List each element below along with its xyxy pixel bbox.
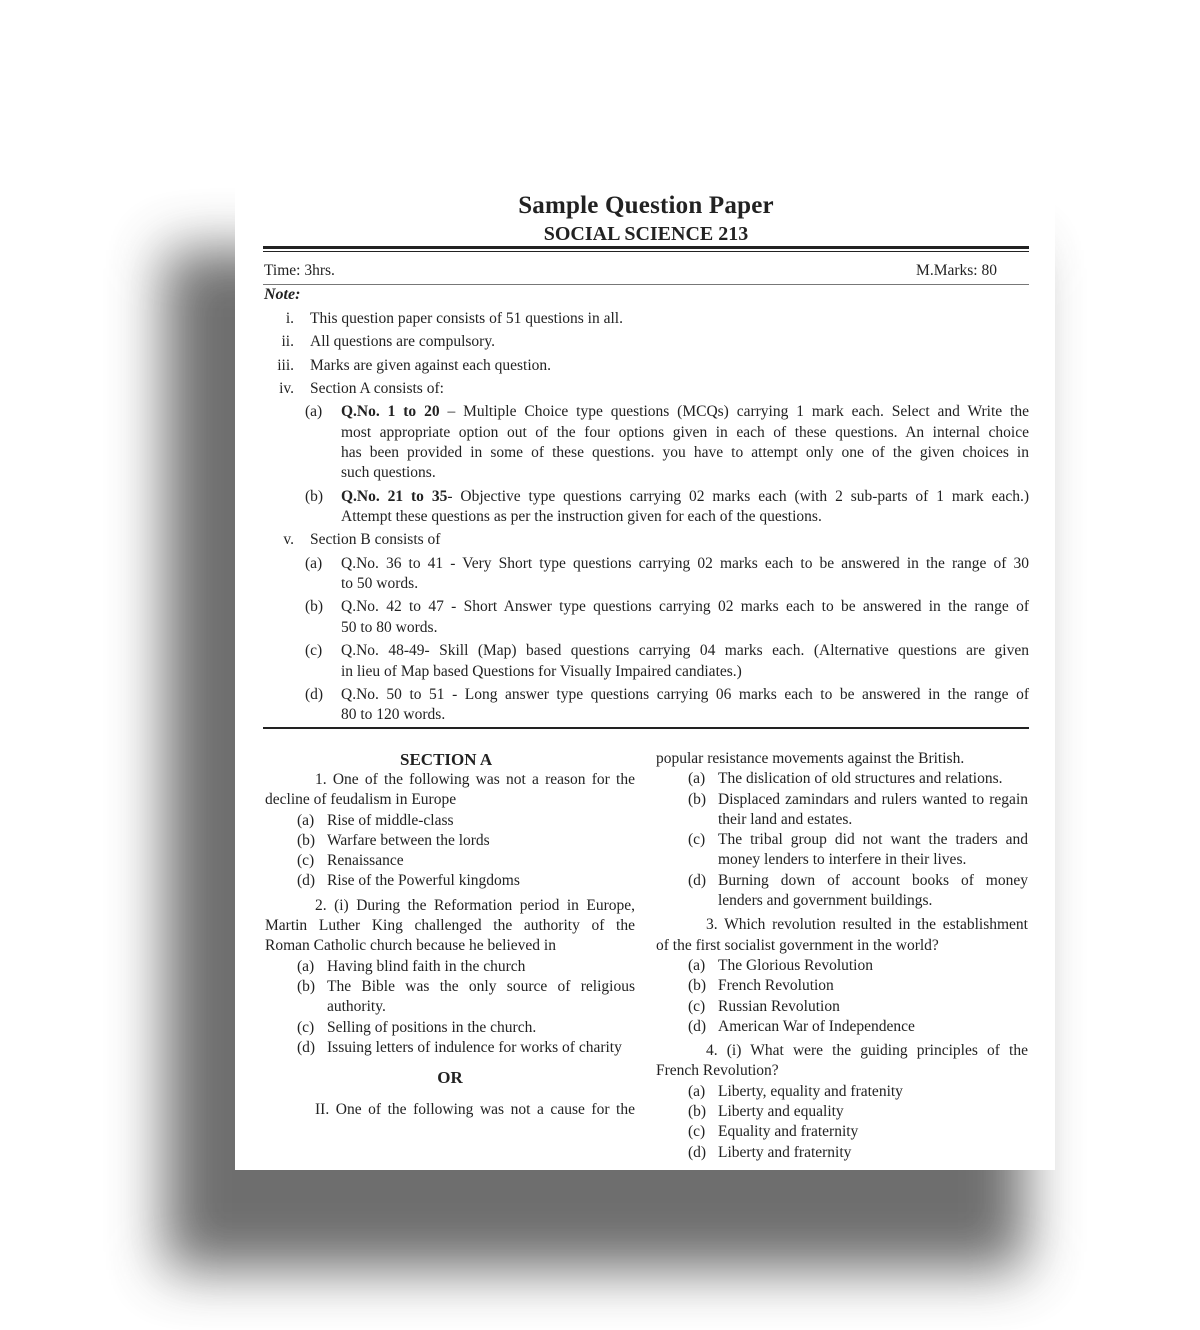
option-text: The tribal group did not want the traders and money lenders to interfere in their lives. [718,831,1028,869]
sub-note-line: Q.No. 50 to 51 - Long answer type questions carrying 06 marks each to be answered in the range of [341,686,1029,703]
note-label: Note: [264,286,301,303]
option [265,851,635,871]
header-thin-rule [263,284,1029,285]
option [656,769,1028,789]
option-text: Rise of middle-class [327,811,454,829]
option-text: Liberty and equality [718,1103,844,1121]
note-text: Section B consists of [310,531,441,548]
option-text: Displaced zamindars and rulers wanted to regain their land and estates. [718,790,1028,828]
option [656,956,1028,976]
sub-note-label: (b) [305,598,324,615]
option-label: (d) [297,1038,316,1056]
option-text: Russian Revolution [718,997,840,1015]
option [656,1082,1028,1102]
question-2-alt-text-cont: popular resistance movements against the British. [656,750,965,767]
note-number: ii. [281,333,294,350]
question-3-text-cont: of the first socialist government in the world? [656,936,939,954]
option-label: (d) [688,1143,707,1161]
option-label: (a) [297,811,315,829]
option [656,1102,1028,1122]
option-text: Renaissance [327,852,404,870]
note-number: iii. [277,357,294,374]
question-1-text-cont: decline of feudalism in Europe [265,791,457,809]
left-column [265,770,635,1121]
option-label: (a) [297,957,315,975]
question-paper-page [235,130,1055,1170]
option-label: (a) [688,1082,706,1100]
sub-note-line: 80 to 120 words. [341,706,446,723]
note-number: v. [283,531,294,548]
question-1-text: 1. One of the following was not a reason for the [315,771,635,788]
option-label: (c) [688,831,706,849]
option [656,997,1028,1017]
sub-note-line: most appropriate option out of the four options given in each of these questions. An internal choice [341,424,1029,441]
sub-note-line: in lieu of Map based Questions for Visually Impaired candiates.) [341,663,742,680]
option-label: (c) [297,852,315,870]
sub-note-line: Q.No. 48-49- Skill (Map) based questions carrying 04 marks each. (Alternative questions are given [341,642,1029,659]
option-text: Having blind faith in the church [327,957,526,975]
sub-note-text: – Multiple Choice type questions (MCQs) carrying 1 mark each. Select and Write the [439,403,1029,420]
option [265,831,635,851]
option [265,957,635,977]
note-text: All questions are compulsory. [310,333,495,350]
option-text: The Bible was the only source of religious authority. [327,977,635,1016]
option-text: Equality and fraternity [718,1123,859,1141]
sub-note-label: (a) [305,403,323,420]
question-range: Q.No. 21 to 35 [341,488,448,505]
option-text: Selling of positions in the church. [327,1018,537,1036]
option [656,871,1028,912]
option [656,1143,1028,1163]
option [265,1018,635,1038]
option-label: (b) [297,977,316,995]
option-label: (b) [297,831,316,849]
option [265,977,635,1018]
question-2-text: 2. (i) During the Reformation period in Europe, [315,896,635,914]
option-text: The dislication of old structures and relations. [718,770,1003,788]
option [265,811,635,831]
note-text: Marks are given against each question. [310,357,552,374]
option-label: (d) [688,871,707,889]
sub-note-line: to 50 words. [341,575,419,592]
option-text: American War of Independence [718,1017,915,1035]
header-double-rule [263,246,1029,252]
note-text: This question paper consists of 51 questions in all. [310,310,623,327]
option-text: The Glorious Revolution [718,956,873,974]
option [656,1122,1028,1142]
option-label: (c) [297,1018,315,1036]
sub-note-line [341,402,1029,422]
option-text: Burning down of account books of money lenders and government buildings. [718,871,1028,910]
option [656,830,1028,871]
option-text: Liberty and fraternity [718,1143,852,1161]
option-text: Warfare between the lords [327,831,490,849]
sub-note-label: (d) [305,686,324,703]
option [265,1038,635,1058]
sub-note-line: Q.No. 42 to 47 - Short Answer type questions carrying 02 marks each to be answered in the range of [341,598,1029,615]
option [265,871,635,891]
option-label: (d) [297,872,316,890]
option-text: Issuing letters of indulence for works of charity [327,1038,622,1056]
question-2-text-cont: Roman Catholic church because he believed in [265,937,556,955]
sub-note-text: - Objective type questions carrying 02 marks each (with 2 sub-parts of 1 mark each.) [447,488,1029,505]
sub-note-label: (c) [305,642,323,659]
paper-title: Sample Question Paper [518,192,774,219]
right-column [656,749,1028,1163]
question-4-text: 4. (i) What were the guiding principles of the [706,1042,1028,1060]
option [656,976,1028,996]
option-text: French Revolution [718,977,834,995]
sub-note-line: such questions. [341,464,436,481]
option [656,1017,1028,1037]
sub-note-line: 50 to 80 words. [341,619,438,636]
note-number: i. [285,310,294,327]
section-a-heading: SECTION A [400,750,493,769]
question-3-text: 3. Which revolution resulted in the establishment [706,916,1028,934]
option-label: (a) [688,770,706,788]
sub-note-line [341,487,1029,507]
note-number: iv. [279,380,294,397]
option-label: (b) [688,1103,707,1121]
sub-note-line: Q.No. 36 to 41 - Very Short type questions carrying 02 marks each to be answered in the range of 30 [341,555,1029,572]
option-label: (d) [688,1017,707,1035]
question-2-text-cont: Martin Luther King challenged the authority of the [265,917,635,935]
question-range: Q.No. 1 to 20 [341,403,440,420]
note-text: Section A consists of: [310,380,444,397]
option-label: (c) [688,997,706,1015]
option [656,790,1028,831]
option-label: (b) [688,977,707,995]
or-label: OR [437,1068,463,1088]
question-2-alt-text: II. One of the following was not a cause for the [315,1101,635,1119]
sub-note-label: (b) [305,488,324,505]
max-marks-label: M.Marks: 80 [916,262,997,279]
option-label: (b) [688,790,707,808]
option-label: (a) [688,956,706,974]
paper-subtitle: SOCIAL SCIENCE 213 [543,223,749,245]
sub-note-line: Attempt these questions as per the instruction given for each of the questions. [341,508,822,525]
option-label: (c) [688,1123,706,1141]
notes-bottom-rule [263,727,1029,729]
option-text: Liberty, equality and fratenity [718,1082,903,1100]
sub-note-label: (a) [305,555,323,572]
sub-note-line: has been provided in some of these questions. you have to attempt only one of the given choices in [341,444,1029,461]
question-4-text-cont: French Revolution? [656,1062,779,1080]
time-label: Time: 3hrs. [264,262,335,279]
option-text: Rise of the Powerful kingdoms [327,872,520,890]
